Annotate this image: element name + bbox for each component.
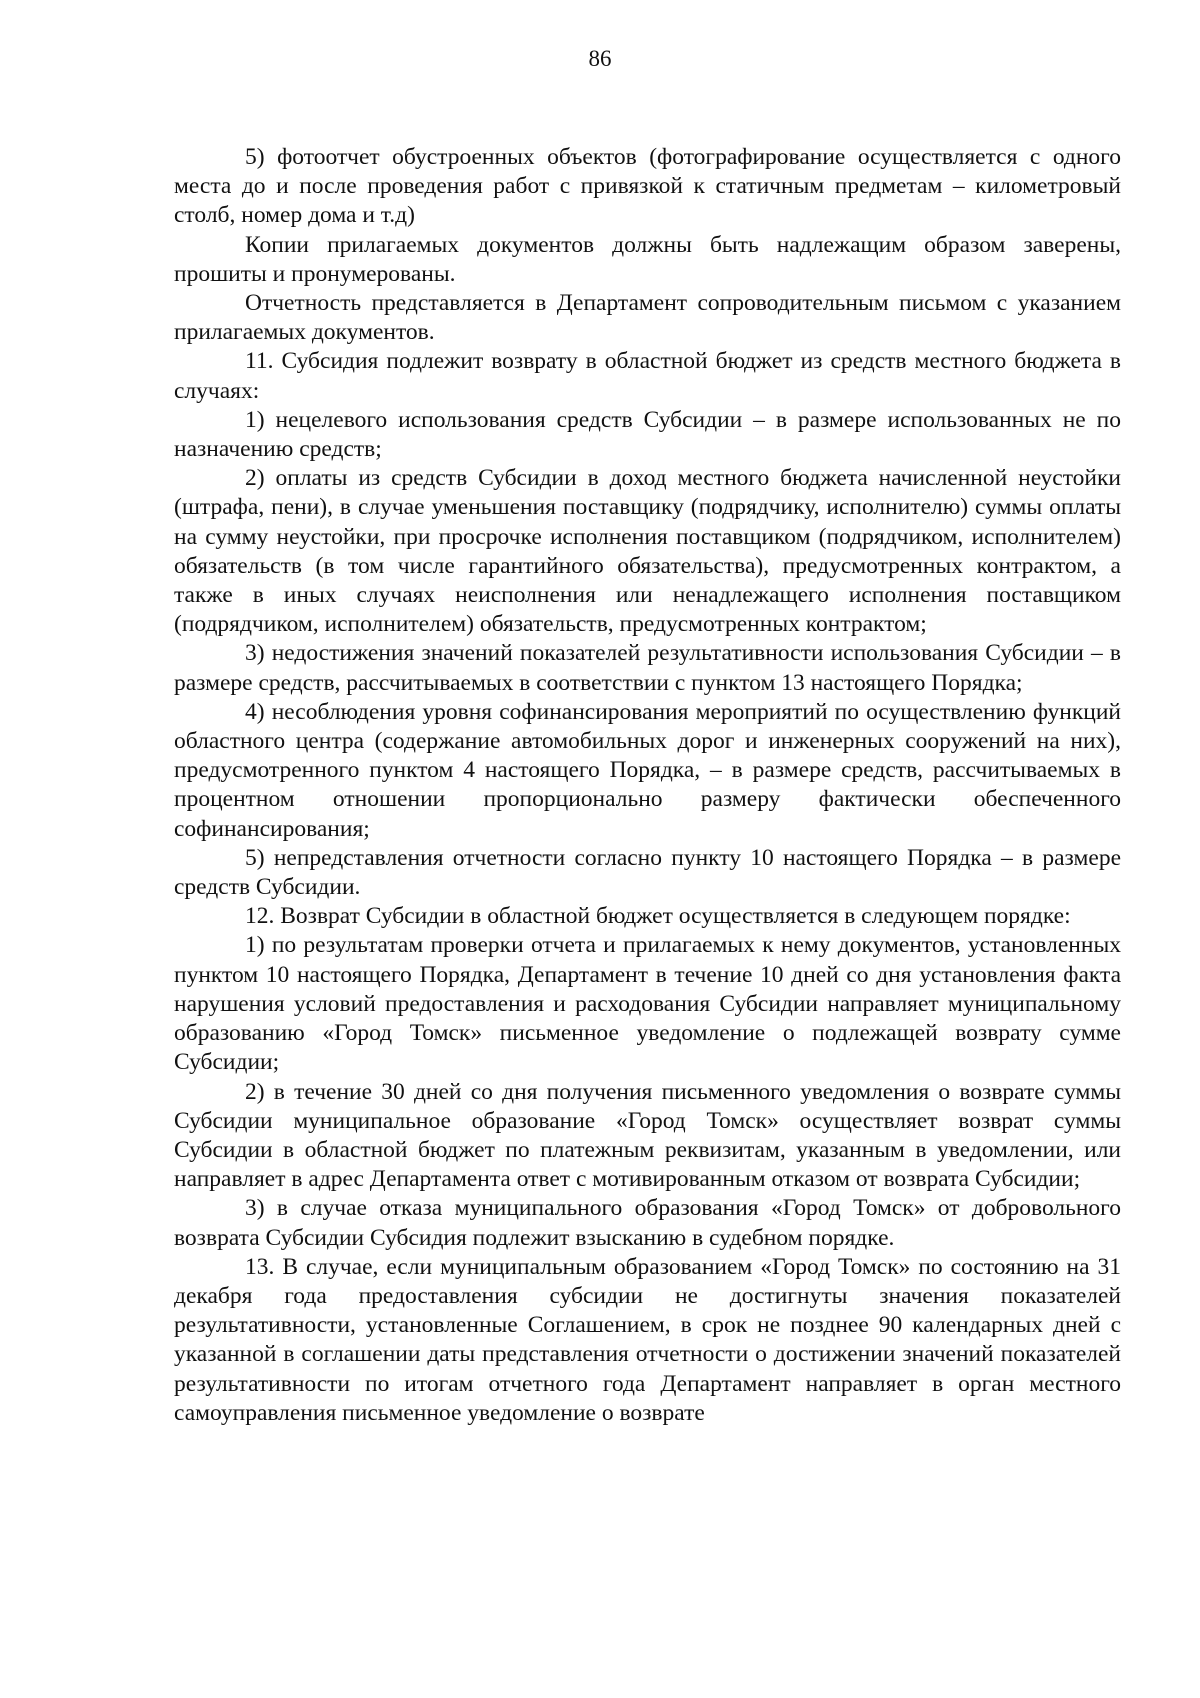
paragraph-11-item-5: 5) непредставления отчетности согласно пункту 10 настоящего Порядка – в размере средств Субсидии. <box>174 844 1121 901</box>
page-number: 86 <box>588 46 612 71</box>
paragraph-12-item-3: 3) в случае отказа муниципального образования «Город Томск» от добровольного возврата Субсидии Субсидия подлежит взысканию в судебном порядке. <box>174 1195 1121 1251</box>
paragraph-11-item-1: 1) нецелевого использования средств Субсидии – в размере использованных не по назначению средств; <box>174 406 1121 463</box>
paragraph-12-item-1: 1) по результатам проверки отчета и прилагаемых к нему документов, установленных пунктом 10 настоящего Порядка, Департамент в течение 10 дней со дня установления факта нарушения условий предоставления и расходования Субсидии направляет муниципальному образованию «Город Томск» письменное уведомление о подлежащей возврату сумме Субсидии; <box>174 932 1121 1076</box>
paragraph-11-item-2: 2) оплаты из средств Субсидии в доход местного бюджета начисленной неустойки (штрафа, пени), в случае уменьшения поставщику (подрядчику, исполнителю) суммы оплаты на сумму неустойки, при просрочке исполнения поставщиком (подрядчиком, исполнителем) обязательств (в том числе гарантийного обязательства), предусмотренных контрактом, а также в иных случаях неисполнения или ненадлежащего исполнения поставщиком (подрядчиком, исполнителем) обязательств, предусмотренных контрактом; <box>174 465 1121 638</box>
paragraph-11-item-3: 3) недостижения значений показателей результативности использования Субсидии – в размере средств, рассчитываемых в соответствии с пунктом 13 настоящего Порядка; <box>174 640 1121 696</box>
paragraph-section-12: 12. Возврат Субсидии в областной бюджет осуществляется в следующем порядке: <box>245 903 1071 930</box>
paragraph-copies-certified: Копии прилагаемых документов должны быть надлежащим образом заверены, прошиты и пронумерованы. <box>174 231 1121 287</box>
document-body <box>174 143 1121 1428</box>
paragraph-section-13: 13. В случае, если муниципальным образованием «Город Томск» по состоянию на 31 декабря года предоставления субсидии не достигнуты значения показателей результативности, установленные Соглашением, в срок не позднее 90 календарных дней с указанной в соглашении даты представления отчетности о достижении значений показателей результативности по итогам отчетного года Департамент направляет в орган местного самоуправления письменное уведомление о возврате <box>174 1253 1121 1426</box>
paragraph-reporting-submitted: Отчетность представляется в Департамент сопроводительным письмом с указанием прилагаемых документов. <box>174 290 1121 346</box>
paragraph-item-5-photo-report: 5) фотоотчет обустроенных объектов (фотографирование осуществляется с одного места до и после проведения работ с привязкой к статичным предметам – километровый столб, номер дома и т.д) <box>174 144 1121 229</box>
paragraph-11-item-4: 4) несоблюдения уровня софинансирования мероприятий по осуществлению функций областного центра (содержание автомобильных дорог и инженерных сооружений на них), предусмотренного пунктом 4 настоящего Порядка, – в размере средств, рассчитываемых в процентном отношении пропорционально размеру фактически обеспеченного софинансирования; <box>174 698 1121 842</box>
paragraph-section-11: 11. Субсидия подлежит возврату в областной бюджет из средств местного бюджета в случаях: <box>174 348 1121 404</box>
paragraph-12-item-2: 2) в течение 30 дней со дня получения письменного уведомления о возврате суммы Субсидии муниципальное образование «Город Томск» осуществляет возврат суммы Субсидии в областной бюджет по платежным реквизитам, указанным в уведомлении, или направляет в адрес Департамента ответ с мотивированным отказом от возврата Субсидии; <box>174 1078 1121 1193</box>
